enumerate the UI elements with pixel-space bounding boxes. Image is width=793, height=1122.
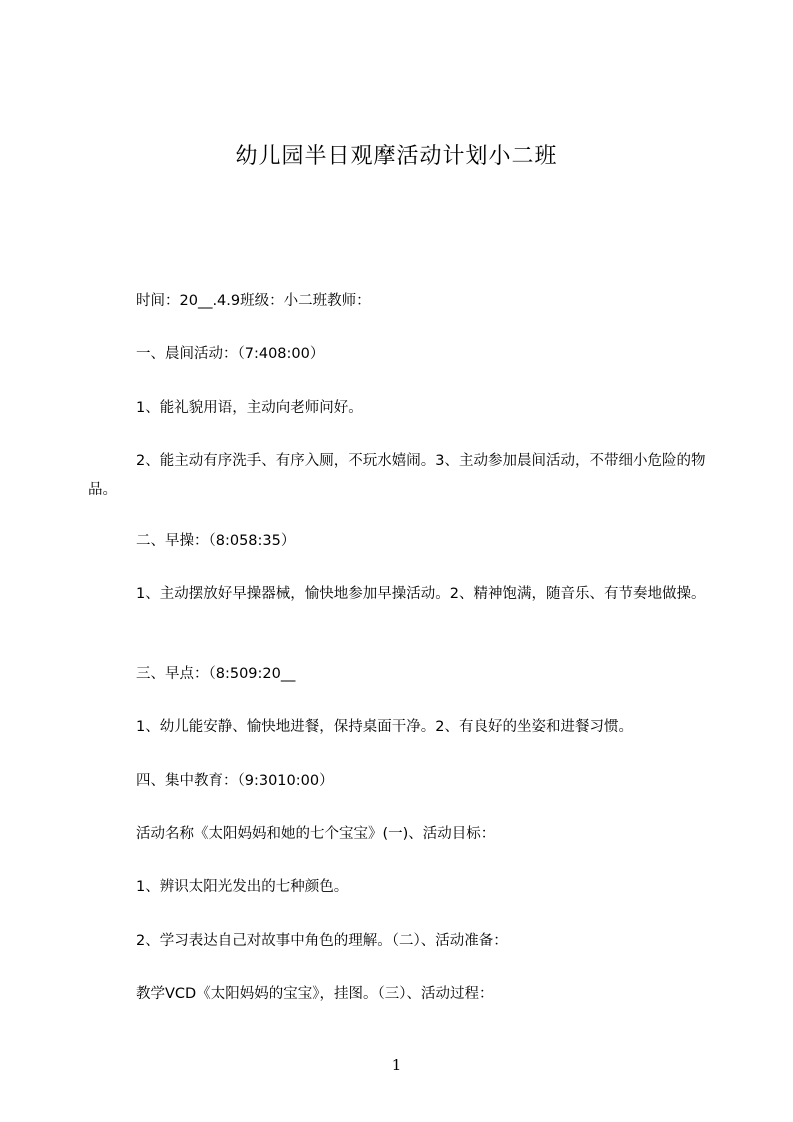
paragraph-activity-name: 活动名称《太阳妈妈和她的七个宝宝》(一)、活动目标： — [136, 826, 496, 842]
paragraph-snack-items: 1、幼儿能安静、愉快地进餐，保持桌面干净。2、有良好的坐姿和进餐习惯。 — [136, 719, 633, 735]
paragraph-preparation: 教学VCD《太阳妈妈的宝宝》，挂图。（三）、活动过程： — [136, 986, 494, 1002]
document-title: 幼儿园半日观摩活动计划小二班 — [235, 144, 558, 169]
paragraph-time-class: 时间：20__.4.9班级：小二班教师： — [136, 293, 371, 309]
page-number: 1 — [391, 1056, 402, 1074]
paragraph-morning-activity-items-2-3: 2、能主动有序洗手、有序入厕，不玩水嬉闹。3、主动参加晨间活动，不带细小危险的物品。 — [88, 453, 706, 498]
paragraph-goal-1: 1、辨识太阳光发出的七种颜色。 — [136, 879, 349, 895]
paragraph-education-heading: 四、集中教育：（9:3010:00） — [136, 773, 334, 789]
paragraph-snack-heading: 三、早点：（8:509:20__ — [136, 666, 296, 682]
paragraph-exercise-heading: 二、早操：（8:058:35） — [136, 533, 296, 549]
paragraph-morning-activity-item-1: 1、能礼貌用语，主动向老师问好。 — [136, 400, 363, 416]
paragraph-morning-activity-heading: 一、晨间活动：（7:408:00） — [136, 346, 325, 362]
paragraph-goal-2: 2、学习表达自己对故事中角色的理解。（二）、活动准备： — [136, 933, 508, 949]
paragraph-exercise-items: 1、主动摆放好早操器械，愉快地参加早操活动。2、精神饱满，随音乐、有节奏地做操。 — [136, 586, 706, 602]
